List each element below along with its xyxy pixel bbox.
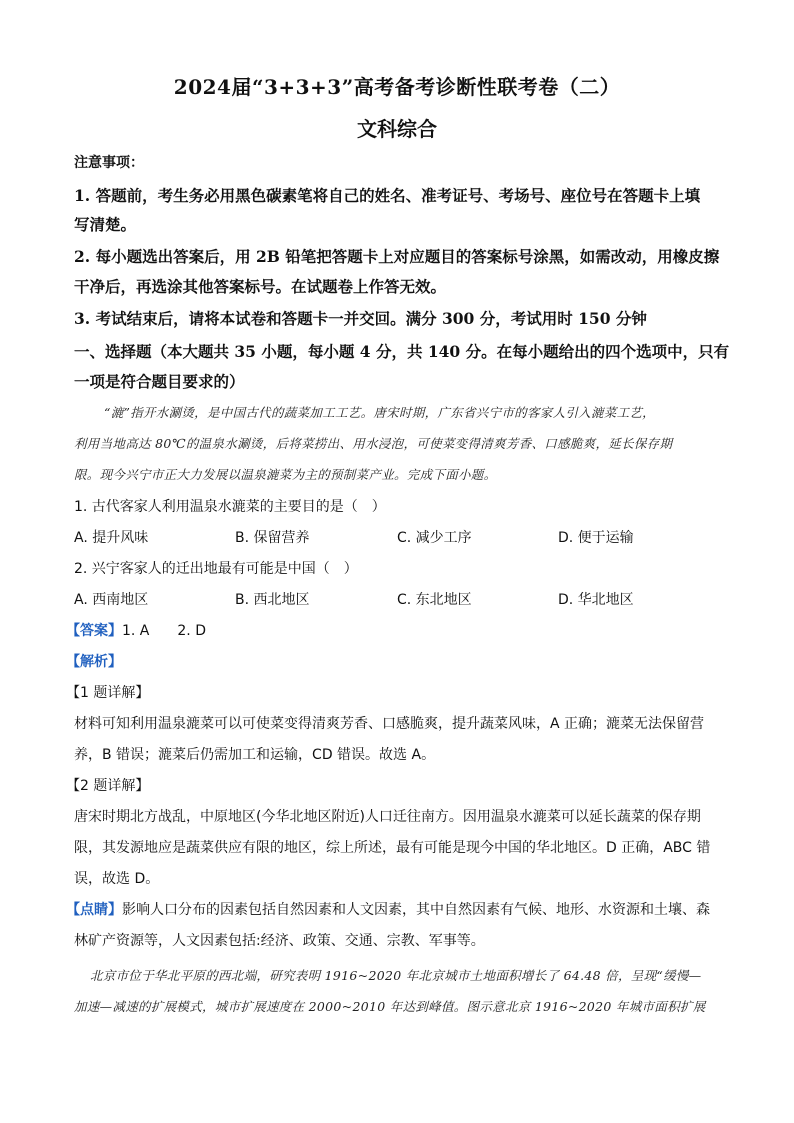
passage-line: 加速—减速的扩展模式，城市扩展速度在 2000~2010 年达到峰值。图示意北京 1916~2020 年城市面积扩展	[74, 999, 706, 1014]
option-d: D. 华北地区	[558, 592, 634, 608]
analysis-text: 材料可知利用温泉漉菜可以可使菜变得清爽芳香、口感脆爽，提升蔬菜风味，A 正确；漉菜无法保留营	[74, 716, 705, 732]
q1-detail-tag: 【1 题详解】	[66, 685, 150, 701]
analysis-text: 唐宋时期北方战乱，中原地区(今华北地区附近)人口迁往南方。因用温泉水漉菜可以延长蔬菜的保存期	[74, 809, 701, 825]
q2-detail-tag: 【2 题详解】	[66, 778, 150, 794]
point-text: 林矿产资源等，人文因素包括:经济、政策、交通、宗教、军事等。	[74, 933, 485, 949]
analysis-text: 限，其发源地应是蔬菜供应有限的地区，综上所述，最有可能是现今中国的华北地区。D 正确，ABC 错	[74, 840, 711, 856]
notice-line: 写清楚。	[74, 215, 137, 234]
section-heading: 一、选择题（本大题共 35 小题，每小题 4 分，共 140 分。在每小题给出的四个选项中，只有	[74, 342, 730, 361]
passage-line: 利用当地高达 80℃的温泉水涮烫，后将菜捞出、用水浸泡，可使菜变得清爽芳香、口感脆爽，延长保存期	[74, 436, 673, 451]
question-stem: 2. 兴宁客家人的迁出地最有可能是中国（ ）	[74, 561, 358, 577]
notice-line: 2. 每小题选出答案后，用 2B 铅笔把答题卡上对应题目的答案标号涂黑，如需改动，用橡皮擦	[74, 247, 720, 266]
point-text: 影响人口分布的因素包括自然因素和人文因素，其中自然因素有气候、地形、水资源和土壤、森	[122, 902, 710, 918]
point-line	[66, 899, 710, 919]
notice-line: 3. 考试结束后，请将本试卷和答题卡一并交回。满分 300 分，考试用时 150 分钟	[74, 309, 647, 328]
analysis-text: 误，故选 D。	[74, 871, 160, 887]
option-a: A. 西南地区	[74, 592, 149, 608]
option-a: A. 提升风味	[74, 530, 149, 546]
notice-heading: 注意事项：	[74, 155, 144, 171]
option-b: B. 保留营养	[235, 530, 310, 546]
point-tag: 【点睛】	[66, 902, 122, 918]
answer-text: 1. A 2. D	[122, 623, 206, 639]
option-c: C. 减少工序	[397, 530, 472, 546]
analysis-text: 养，B 错误；漉菜后仍需加工和运输，CD 错误。故选 A。	[74, 747, 436, 763]
answer-line	[66, 620, 206, 640]
option-d: D. 便于运输	[558, 530, 634, 546]
analysis-tag: 【解析】	[66, 654, 122, 670]
option-c: C. 东北地区	[397, 592, 472, 608]
passage-line: “漉”指开水涮烫，是中国古代的蔬菜加工工艺。唐宋时期，广东省兴宁市的客家人引入漉菜工艺，	[104, 405, 655, 420]
passage-line: 北京市位于华北平原的西北端，研究表明 1916~2020 年北京城市土地面积增长了 64.48 倍，呈现“缓慢—	[90, 968, 702, 983]
notice-line: 1. 答题前，考生务必用黑色碳素笔将自己的姓名、准考证号、考场号、座位号在答题卡上填	[74, 186, 701, 205]
analysis-line	[66, 651, 122, 671]
section-heading: 一项是符合题目要求的）	[74, 372, 245, 391]
notice-line: 干净后，再选涂其他答案标号。在试题卷上作答无效。	[74, 277, 447, 296]
passage-line: 限。现今兴宁市正大力发展以温泉漉菜为主的预制菜产业。完成下面小题。	[74, 467, 497, 482]
answer-tag: 【答案】	[66, 623, 122, 639]
exam-title: 2024届“3+3+3”高考备考诊断性联考卷（二）	[173, 75, 621, 99]
option-b: B. 西北地区	[235, 592, 310, 608]
question-stem: 1. 古代客家人利用温泉水漉菜的主要目的是（ ）	[74, 499, 386, 515]
exam-subject: 文科综合	[357, 117, 437, 141]
